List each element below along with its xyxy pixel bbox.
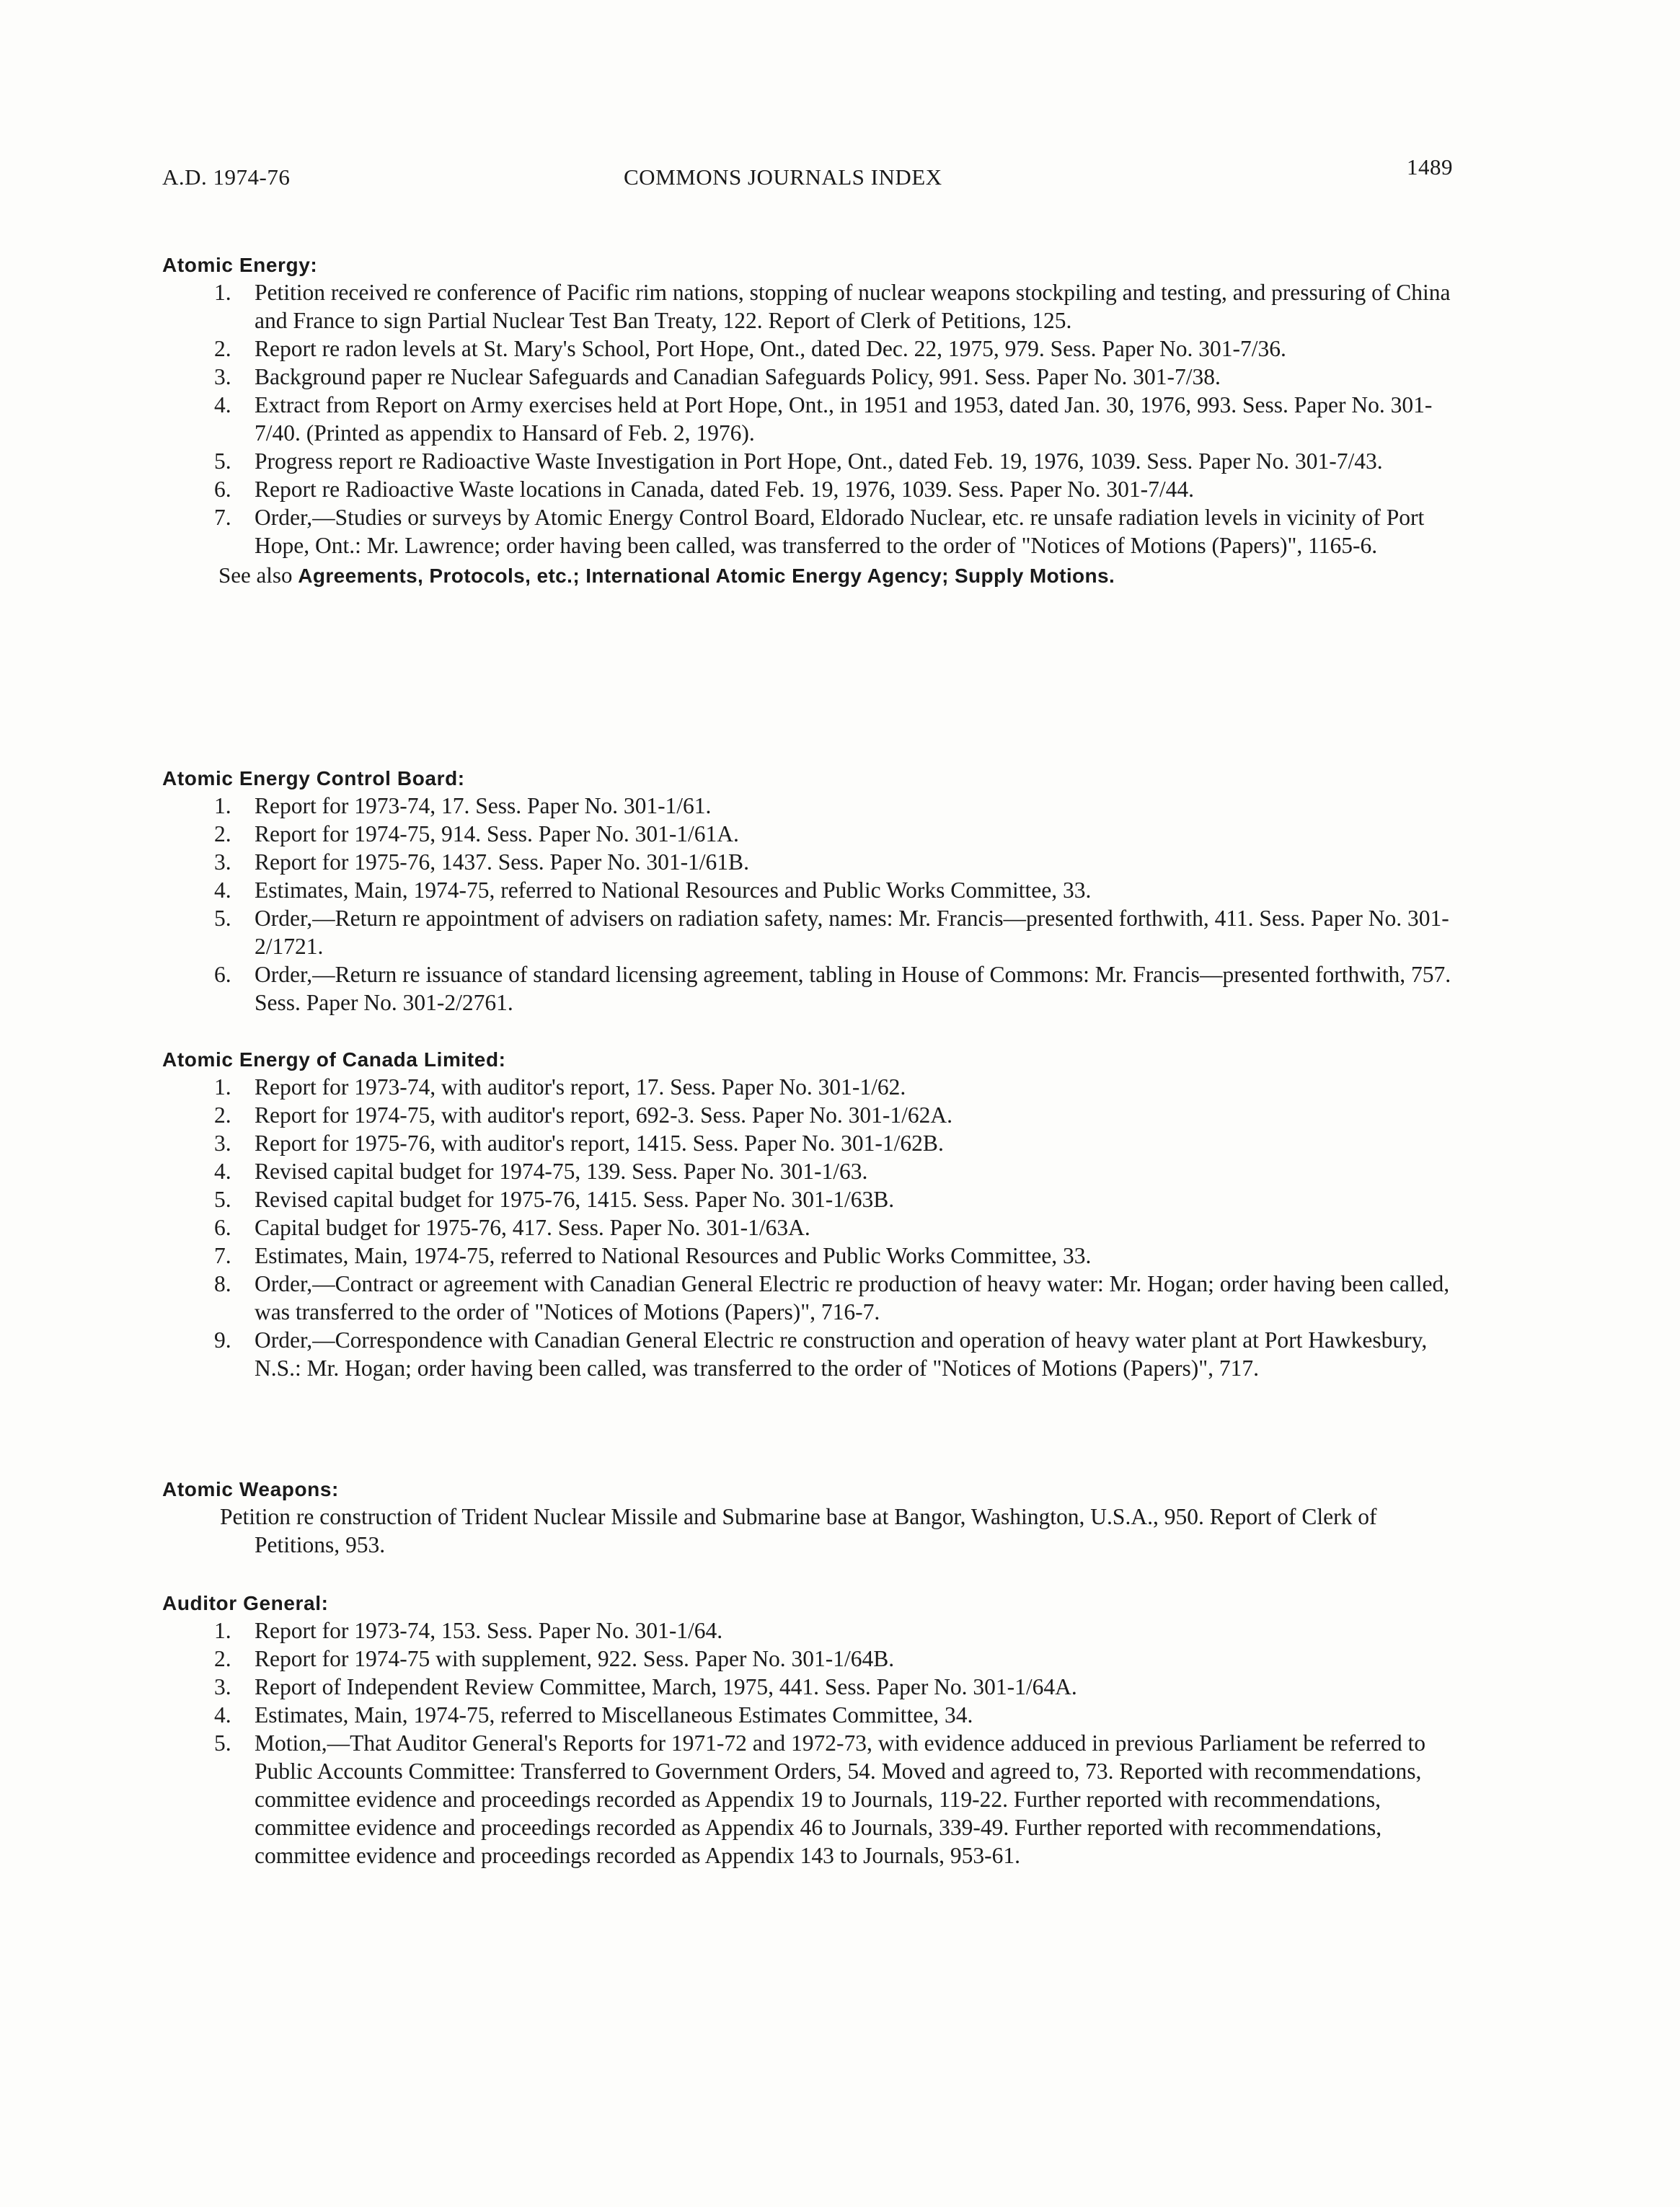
- entry-text: Estimates, Main, 1974-75, referred to National Resources and Public Works Committee, 33.: [255, 1243, 1092, 1268]
- entry-list: [162, 1616, 1453, 1870]
- page-number: 1489: [1407, 154, 1453, 180]
- entry-number: 5.: [214, 1187, 231, 1212]
- list-item: [162, 792, 1453, 820]
- index-section-atomic-energy-of-canada-limited: [162, 1048, 1453, 1382]
- list-item: [162, 363, 1453, 391]
- list-item: [162, 1242, 1453, 1270]
- entry-number: 1.: [214, 1074, 231, 1100]
- entry-number: 1.: [214, 1618, 231, 1643]
- list-item: [162, 820, 1453, 848]
- entry-number: 2.: [214, 821, 231, 846]
- entry-text: Extract from Report on Army exercises held at Port Hope, Ont., in 1951 and 1953, dated Jan. 30, 1976, 993. Sess. Paper No. 301-7/40. (Printed as appendix to Hansard of Feb. 2, 1976).: [255, 392, 1433, 446]
- entry-text: Motion,—That Auditor General's Reports for 1971-72 and 1972-73, with evidence adduced in previous Parliament be referred to Public Accounts Committee: Transferred to Government Orders, 54. Moved and agreed to, 73. Reported with recommendations, committee evidence and proceedings recorded as Appendix 19 to Journals, 119-22. Further reported with recommendations, committee evidence and proceedings recorded as Appendix 46 to Journals, 339-49. Further reported with recommendations, committee evidence and proceedings recorded as Appendix 143 to Journals, 953-61.: [255, 1730, 1425, 1868]
- entry-list: [162, 792, 1453, 1017]
- list-item: [162, 1129, 1453, 1157]
- list-item: [162, 475, 1453, 503]
- list-item: [162, 1673, 1453, 1701]
- entry-number: 5.: [214, 1730, 231, 1756]
- entry-text: Report for 1974-75 with supplement, 922. Sess. Paper No. 301-1/64B.: [255, 1646, 895, 1671]
- entry-text: Estimates, Main, 1974-75, referred to Miscellaneous Estimates Committee, 34.: [255, 1702, 973, 1728]
- entry-text: Report for 1974-75, 914. Sess. Paper No. 301-1/61A.: [255, 821, 739, 846]
- list-item: [162, 335, 1453, 363]
- petition-entry: Petition re construction of Trident Nuclear Missile and Submarine base at Bangor, Washington, U.S.A., 950. Report of Clerk of Petitions, 953.: [220, 1504, 1377, 1557]
- list-item: [162, 278, 1453, 335]
- list-item: [162, 1645, 1453, 1673]
- list-item: [162, 1729, 1453, 1870]
- list-item: [162, 503, 1453, 560]
- entry-text: Report re Radioactive Waste locations in Canada, dated Feb. 19, 1976, 1039. Sess. Paper No. 301-7/44.: [255, 477, 1195, 502]
- entry-number: 6.: [214, 477, 231, 502]
- entry-number: 6.: [214, 962, 231, 987]
- entry-text: Order,—Studies or surveys by Atomic Energy Control Board, Eldorado Nuclear, etc. re unsafe radiation levels in vicinity of Port Hope, Ont.: Mr. Lawrence; order having been called, was transferred to the order of "Notices of Motions (Papers)", 1165-6.: [255, 505, 1425, 558]
- entry-text: Progress report re Radioactive Waste Investigation in Port Hope, Ont., dated Feb. 19, 1976, 1039. Sess. Paper No. 301-7/43.: [255, 448, 1383, 474]
- section-heading: Atomic Energy of Canada Limited:: [162, 1048, 506, 1071]
- entry-number: 4.: [214, 1159, 231, 1184]
- entry-text: Revised capital budget for 1974-75, 139. Sess. Paper No. 301-1/63.: [255, 1159, 868, 1184]
- see-also-prefix: See also: [218, 562, 293, 588]
- entry-number: 3.: [214, 849, 231, 875]
- list-item: [162, 1616, 1453, 1645]
- list-item: [162, 876, 1453, 904]
- entry-number: 6.: [214, 1215, 231, 1240]
- list-item: [162, 1270, 1453, 1326]
- list-item: [162, 848, 1453, 876]
- entry-number: 5.: [214, 448, 231, 474]
- entry-text: Estimates, Main, 1974-75, referred to National Resources and Public Works Committee, 33.: [255, 877, 1092, 903]
- entry-text: Order,—Return re issuance of standard licensing agreement, tabling in House of Commons: Mr. Francis—presented forthwith, 757. Sess. Paper No. 301-2/2761.: [255, 962, 1451, 1015]
- entry-text: Background paper re Nuclear Safeguards and Canadian Safeguards Policy, 991. Sess. Paper No. 301-7/38.: [255, 364, 1221, 389]
- entry-list: [162, 1073, 1453, 1382]
- entry-number: 7.: [214, 1243, 231, 1268]
- section-heading: Atomic Weapons:: [162, 1478, 339, 1500]
- entry-text: Report of Independent Review Committee, March, 1975, 441. Sess. Paper No. 301-1/64A.: [255, 1674, 1077, 1699]
- list-item: [162, 1701, 1453, 1729]
- entry-text: Report for 1973-74, with auditor's report, 17. Sess. Paper No. 301-1/62.: [255, 1074, 906, 1100]
- list-item: [162, 1157, 1453, 1185]
- list-item: [162, 1073, 1453, 1101]
- entry-text: Report for 1975-76, with auditor's report, 1415. Sess. Paper No. 301-1/62B.: [255, 1131, 944, 1156]
- entry-text: Capital budget for 1975-76, 417. Sess. Paper No. 301-1/63A.: [255, 1215, 810, 1240]
- entry-number: 3.: [214, 1674, 231, 1699]
- entry-number: 5.: [214, 906, 231, 931]
- section-heading: Atomic Energy Control Board:: [162, 767, 465, 790]
- entry-text: Report for 1974-75, with auditor's report, 692-3. Sess. Paper No. 301-1/62A.: [255, 1102, 953, 1128]
- entry-number: 2.: [214, 1646, 231, 1671]
- entry-number: 1.: [214, 793, 231, 818]
- section-heading: Auditor General:: [162, 1592, 329, 1614]
- index-section-auditor-general: [162, 1592, 1453, 1870]
- list-item: [162, 1101, 1453, 1129]
- entry-text: Order,—Contract or agreement with Canadian General Electric re production of heavy water: Mr. Hogan; order having been called, was transferred to the order of "Notices of Motions (Papers)", 716-7.: [255, 1271, 1450, 1324]
- entry-number: 9.: [214, 1327, 231, 1353]
- entry-list: [162, 278, 1453, 560]
- entry-number: 3.: [214, 1131, 231, 1156]
- see-also-targets: Agreements, Protocols, etc.; International Atomic Energy Agency; Supply Motions.: [298, 565, 1115, 587]
- entry-text: Report re radon levels at St. Mary's School, Port Hope, Ont., dated Dec. 22, 1975, 979. Sess. Paper No. 301-7/36.: [255, 336, 1286, 361]
- list-item: [162, 1213, 1453, 1242]
- list-item: [162, 391, 1453, 447]
- entry-text: Report for 1973-74, 17. Sess. Paper No. 301-1/61.: [255, 793, 712, 818]
- list-item: [162, 1326, 1453, 1382]
- entry-number: 1.: [214, 280, 231, 305]
- header-date-range: A.D. 1974-76: [162, 164, 291, 190]
- entry-number: 2.: [214, 1102, 231, 1128]
- entry-number: 4.: [214, 1702, 231, 1728]
- entry-text: Revised capital budget for 1975-76, 1415. Sess. Paper No. 301-1/63B.: [255, 1187, 895, 1212]
- see-also-reference: [162, 561, 1453, 591]
- entry-text: Report for 1973-74, 153. Sess. Paper No. 301-1/64.: [255, 1618, 723, 1643]
- index-section-atomic-energy-control-board: [162, 767, 1453, 1017]
- entry-number: 2.: [214, 336, 231, 361]
- header-title: COMMONS JOURNALS INDEX: [624, 164, 942, 190]
- list-item: [162, 1185, 1453, 1213]
- entry-text: Report for 1975-76, 1437. Sess. Paper No. 301-1/61B.: [255, 849, 749, 875]
- entry-text: Order,—Return re appointment of advisers on radiation safety, names: Mr. Francis—presented forthwith, 411. Sess. Paper No. 301-2/1721.: [255, 906, 1449, 959]
- list-item: [162, 960, 1453, 1017]
- entry-number: 3.: [214, 364, 231, 389]
- entry-number: 4.: [214, 392, 231, 417]
- entry-number: 8.: [214, 1271, 231, 1296]
- entry-text: Order,—Correspondence with Canadian General Electric re construction and operation of heavy water plant at Port Hawkesbury, N.S.: Mr. Hogan; order having been called, was transferred to the order of "Notices of Motions (Papers)", 717.: [255, 1327, 1428, 1381]
- index-section-atomic-weapons: [162, 1478, 1453, 1559]
- entry-number: 4.: [214, 877, 231, 903]
- section-heading: Atomic Energy:: [162, 254, 318, 276]
- entry-text: Petition received re conference of Pacific rim nations, stopping of nuclear weapons stockpiling and testing, and pressuring of China and France to sign Partial Nuclear Test Ban Treaty, 122. Report of Clerk of Petitions, 125.: [255, 280, 1451, 333]
- entry-number: 7.: [214, 505, 231, 530]
- list-item: [162, 904, 1453, 960]
- index-section-atomic-energy: [162, 254, 1453, 591]
- list-item: [162, 447, 1453, 475]
